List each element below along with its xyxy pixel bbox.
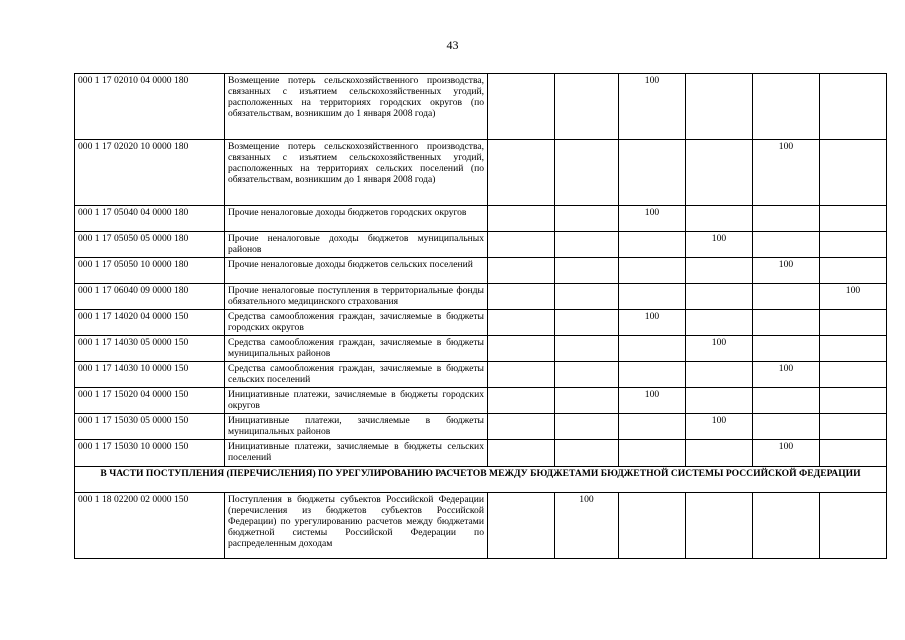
- norm-value-cell: 100: [619, 74, 686, 140]
- norm-value-cell: [820, 440, 887, 467]
- norm-value-cell: [619, 414, 686, 440]
- table-row: [75, 232, 887, 258]
- norm-value-cell: [488, 362, 555, 388]
- section-heading: В ЧАСТИ ПОСТУПЛЕНИЯ (ПЕРЕЧИСЛЕНИЯ) ПО УРЕГУЛИРОВАНИЮ РАСЧЕТОВ МЕЖДУ БЮДЖЕТАМИ БЮДЖЕТНОЙ СИСТЕМЫ РОССИЙСКОЙ ФЕДЕРАЦИИ: [75, 467, 887, 493]
- norm-value-cell: 100: [753, 140, 820, 206]
- norm-value-cell: [820, 258, 887, 284]
- norm-value-cell: 100: [619, 388, 686, 414]
- norm-value-cell: [619, 232, 686, 258]
- norm-value-cell: [686, 440, 753, 467]
- kbk-code-cell: 000 1 17 14030 10 0000 150: [75, 362, 225, 388]
- norm-value-cell: [820, 310, 887, 336]
- norm-value-cell: [488, 284, 555, 310]
- revenue-name-cell: Возмещение потерь сельскохозяйственного производства, связанных с изъятием сельскохозяйственных угодий, расположенных на территориях городских округов (по обязательствам, возникшим до 1 января 2008 года): [225, 74, 488, 140]
- norm-value-cell: [619, 258, 686, 284]
- norm-value-cell: [488, 388, 555, 414]
- kbk-code-cell: 000 1 17 15030 05 0000 150: [75, 414, 225, 440]
- norm-value-cell: [686, 284, 753, 310]
- norm-value-cell: 100: [555, 493, 619, 559]
- kbk-code-cell: 000 1 17 15020 04 0000 150: [75, 388, 225, 414]
- norm-value-cell: [686, 310, 753, 336]
- kbk-code-cell: 000 1 17 05050 10 0000 180: [75, 258, 225, 284]
- revenue-distribution-table: [74, 73, 887, 559]
- norm-value-cell: [820, 388, 887, 414]
- norm-value-cell: 100: [619, 310, 686, 336]
- norm-value-cell: [555, 440, 619, 467]
- table-row: [75, 493, 887, 559]
- norm-value-cell: [555, 388, 619, 414]
- norm-value-cell: [555, 206, 619, 232]
- revenue-name-cell: Инициативные платежи, зачисляемые в бюджеты муниципальных районов: [225, 414, 488, 440]
- norm-value-cell: [488, 493, 555, 559]
- norm-value-cell: [619, 336, 686, 362]
- table-row: [75, 388, 887, 414]
- norm-value-cell: [686, 74, 753, 140]
- norm-value-cell: [619, 493, 686, 559]
- norm-value-cell: [555, 414, 619, 440]
- norm-value-cell: [488, 414, 555, 440]
- norm-value-cell: 100: [619, 206, 686, 232]
- revenue-name-cell: Инициативные платежи, зачисляемые в бюджеты сельских поселений: [225, 440, 488, 467]
- table-row: [75, 336, 887, 362]
- revenue-name-cell: Возмещение потерь сельскохозяйственного производства, связанных с изъятием сельскохозяйственных угодий, расположенных на территориях сельских поселений (по обязательствам, возникшим до 1 января 2008 года): [225, 140, 488, 206]
- norm-value-cell: [619, 440, 686, 467]
- table-row: [75, 258, 887, 284]
- norm-value-cell: [753, 493, 820, 559]
- kbk-code-cell: 000 1 17 06040 09 0000 180: [75, 284, 225, 310]
- norm-value-cell: [820, 414, 887, 440]
- table-body: [75, 74, 887, 559]
- norm-value-cell: [619, 362, 686, 388]
- norm-value-cell: [555, 362, 619, 388]
- norm-value-cell: [488, 440, 555, 467]
- table-row: [75, 440, 887, 467]
- norm-value-cell: [488, 206, 555, 232]
- norm-value-cell: [753, 388, 820, 414]
- norm-value-cell: 100: [686, 232, 753, 258]
- table-row: [75, 362, 887, 388]
- norm-value-cell: [488, 232, 555, 258]
- norm-value-cell: [753, 232, 820, 258]
- revenue-name-cell: Средства самообложения граждан, зачисляемые в бюджеты городских округов: [225, 310, 488, 336]
- norm-value-cell: [820, 140, 887, 206]
- revenue-name-cell: Прочие неналоговые поступления в территориальные фонды обязательного медицинского страхования: [225, 284, 488, 310]
- norm-value-cell: [686, 206, 753, 232]
- kbk-code-cell: 000 1 18 02200 02 0000 150: [75, 493, 225, 559]
- norm-value-cell: [820, 493, 887, 559]
- norm-value-cell: 100: [686, 414, 753, 440]
- norm-value-cell: [488, 258, 555, 284]
- norm-value-cell: [753, 206, 820, 232]
- revenue-name-cell: Инициативные платежи, зачисляемые в бюджеты городских округов: [225, 388, 488, 414]
- norm-value-cell: 100: [753, 258, 820, 284]
- norm-value-cell: [820, 74, 887, 140]
- norm-value-cell: [488, 310, 555, 336]
- revenue-name-cell: Средства самообложения граждан, зачисляемые в бюджеты сельских поселений: [225, 362, 488, 388]
- kbk-code-cell: 000 1 17 15030 10 0000 150: [75, 440, 225, 467]
- norm-value-cell: [686, 388, 753, 414]
- revenue-name-cell: Поступления в бюджеты субъектов Российской Федерации (перечисления из бюджетов субъектов Российской Федерации) по урегулированию расчетов между бюджетами бюджетной системы Российской Федерации по распределенным доходам: [225, 493, 488, 559]
- table-row: [75, 310, 887, 336]
- norm-value-cell: [753, 414, 820, 440]
- table-row: [75, 414, 887, 440]
- norm-value-cell: [686, 140, 753, 206]
- table-row: [75, 74, 887, 140]
- norm-value-cell: [753, 284, 820, 310]
- norm-value-cell: [619, 140, 686, 206]
- norm-value-cell: [555, 140, 619, 206]
- norm-value-cell: [820, 232, 887, 258]
- norm-value-cell: [753, 336, 820, 362]
- kbk-code-cell: 000 1 17 02010 04 0000 180: [75, 74, 225, 140]
- norm-value-cell: [753, 310, 820, 336]
- norm-value-cell: 100: [686, 336, 753, 362]
- revenue-name-cell: Прочие неналоговые доходы бюджетов сельских поселений: [225, 258, 488, 284]
- norm-value-cell: [686, 362, 753, 388]
- norm-value-cell: [820, 336, 887, 362]
- norm-value-cell: 100: [753, 362, 820, 388]
- kbk-code-cell: 000 1 17 14030 05 0000 150: [75, 336, 225, 362]
- table-row: [75, 140, 887, 206]
- norm-value-cell: [619, 284, 686, 310]
- revenue-name-cell: Средства самообложения граждан, зачисляемые в бюджеты муниципальных районов: [225, 336, 488, 362]
- section-heading-row: [75, 467, 887, 493]
- norm-value-cell: [820, 362, 887, 388]
- norm-value-cell: [488, 74, 555, 140]
- norm-value-cell: [555, 310, 619, 336]
- revenue-name-cell: Прочие неналоговые доходы бюджетов городских округов: [225, 206, 488, 232]
- norm-value-cell: [555, 336, 619, 362]
- norm-value-cell: [686, 493, 753, 559]
- norm-value-cell: [555, 284, 619, 310]
- norm-value-cell: [686, 258, 753, 284]
- page-number: 43: [446, 38, 459, 52]
- norm-value-cell: [555, 232, 619, 258]
- kbk-code-cell: 000 1 17 05040 04 0000 180: [75, 206, 225, 232]
- norm-value-cell: [488, 336, 555, 362]
- kbk-code-cell: 000 1 17 02020 10 0000 180: [75, 140, 225, 206]
- kbk-code-cell: 000 1 17 05050 05 0000 180: [75, 232, 225, 258]
- norm-value-cell: [820, 206, 887, 232]
- norm-value-cell: [753, 74, 820, 140]
- table-row: [75, 284, 887, 310]
- norm-value-cell: [555, 258, 619, 284]
- norm-value-cell: 100: [820, 284, 887, 310]
- norm-value-cell: 100: [753, 440, 820, 467]
- norm-value-cell: [555, 74, 619, 140]
- kbk-code-cell: 000 1 17 14020 04 0000 150: [75, 310, 225, 336]
- norm-value-cell: [488, 140, 555, 206]
- table-row: [75, 206, 887, 232]
- revenue-name-cell: Прочие неналоговые доходы бюджетов муниципальных районов: [225, 232, 488, 258]
